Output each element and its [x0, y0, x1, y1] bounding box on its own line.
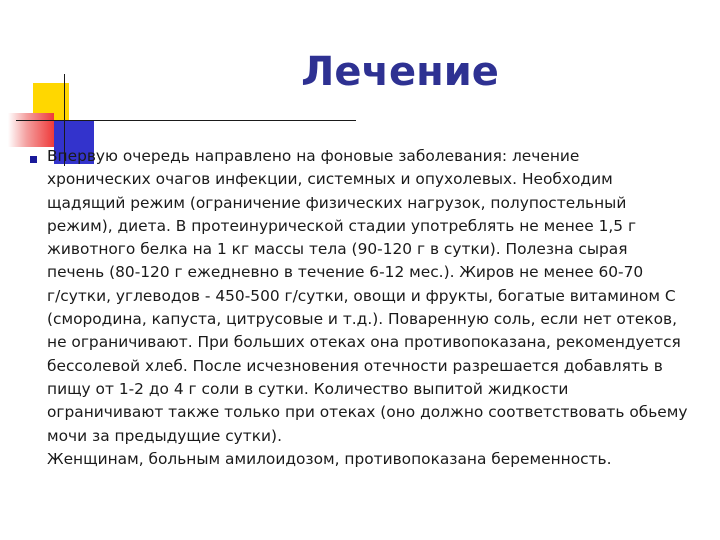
text-line: Впервую очередь направлено на фоновые заболевания: лечение — [47, 147, 580, 165]
text-line: мочи за предыдущие сутки). — [47, 426, 282, 445]
text-line: (смородина, капуста, цитрусовые и т.д.). Поваренную соль, если нет отеков, — [47, 310, 677, 329]
bullet-icon — [30, 156, 37, 163]
text-line: Женщинам, больным амилоидозом, противопоказана беременность. — [47, 449, 612, 468]
text-line: бессолевой хлеб. После исчезновения отечности разрешается добавлять в — [47, 356, 663, 375]
text-line: режим), диета. В протеинурической стадии употреблять не менее 1,5 г — [47, 216, 637, 235]
text-line: ограничивают также только при отеках (оно должно соответствовать обьему — [47, 403, 688, 422]
text-line: пищу от 1-2 до 4 г соли в сутки. Количество выпитой жидкости — [47, 379, 569, 398]
bullet-text — [47, 145, 687, 471]
text-line: не ограничивают. При больших отеках она противопоказана, рекомендуется — [47, 333, 681, 352]
text-line: г/сутки, углеводов - 450-500 г/сутки, овощи и фрукты, богатые витамином С — [47, 286, 676, 305]
text-line: щадящий режим (ограничение физических нагрузок, полупостельный — [47, 193, 627, 212]
decorative-red-gradient-bar — [8, 113, 54, 147]
text-line: хронических очагов инфекции, системных и опухолевых. Необходим — [47, 170, 613, 189]
slide-title: Лечение — [301, 49, 499, 95]
decorative-horizontal-line — [16, 120, 356, 121]
text-line: печень (80-120 г ежедневно в течение 6-12 мес.). Жиров не менее 60-70 — [47, 263, 644, 282]
text-line: животного белка на 1 кг массы тела (90-120 г в сутки). Полезна сырая — [47, 240, 628, 259]
